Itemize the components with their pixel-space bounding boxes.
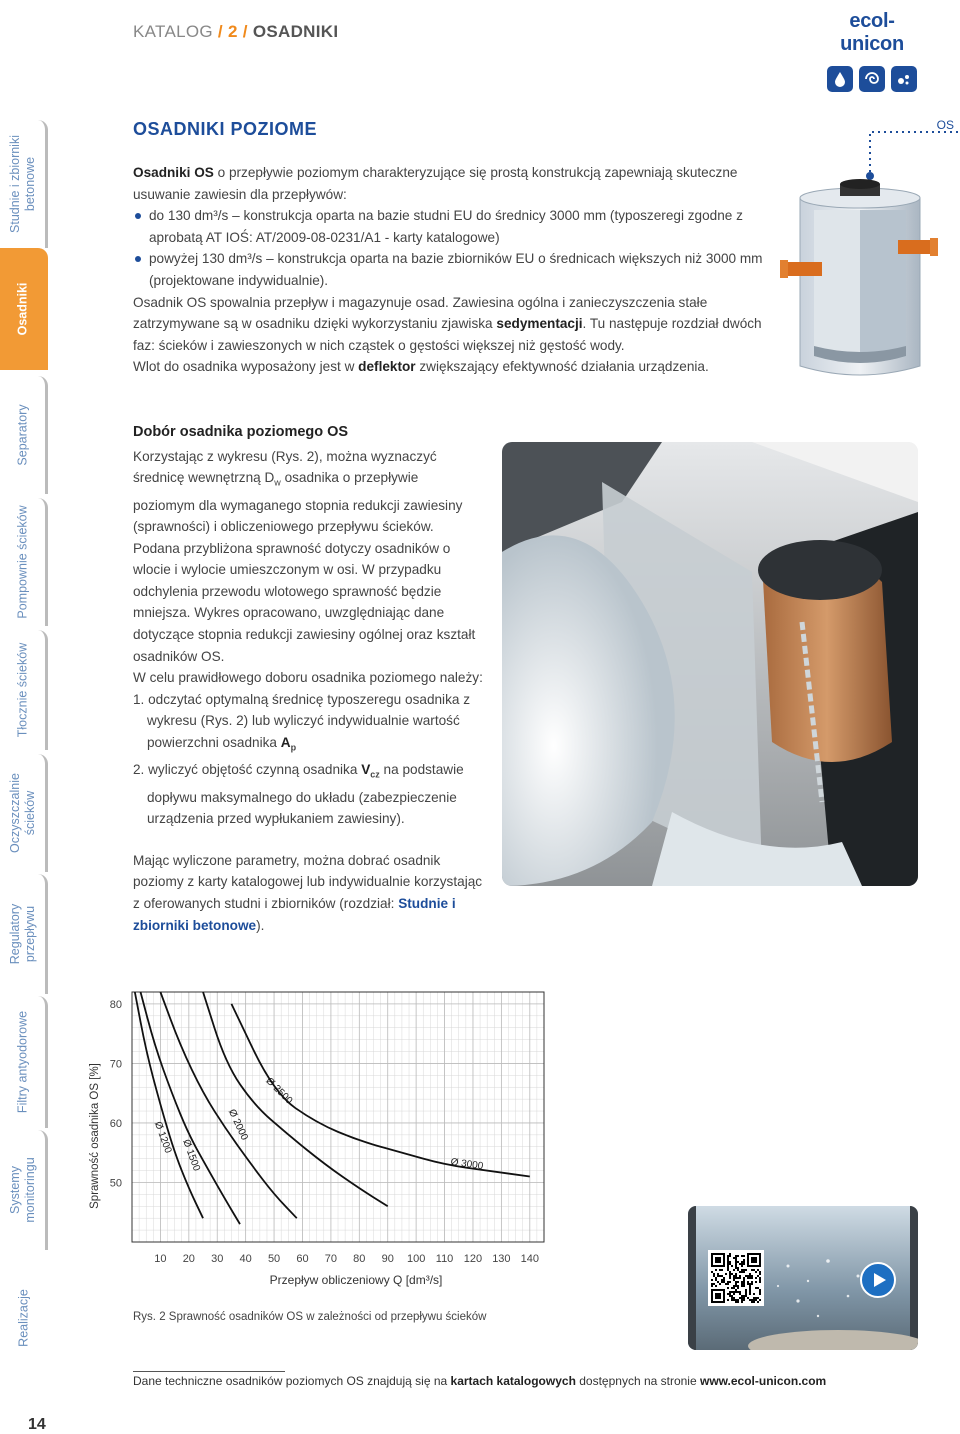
footer-note: Dane techniczne osadników poziomych OS znajdują się na kartach katalogowych dostępnych na stronie www.ecol-unicon.com	[133, 1374, 827, 1388]
y-tick-label: 70	[109, 1058, 122, 1071]
breadcrumb-separator: /	[242, 22, 248, 41]
y-tick-label: 50	[109, 1177, 122, 1190]
bullet-item: powyżej 130 dm³/s – konstrukcja oparta na bazie zbiorników EU o średnicach większych niż 3000 mm (projektowane indywidualnie).	[133, 248, 773, 291]
side-tab-oczyszczalnie[interactable]	[0, 754, 48, 872]
side-tab-label: Osadniki	[15, 282, 29, 336]
side-tab-realizacje[interactable]	[0, 1254, 48, 1382]
x-tick-label: 70	[324, 1253, 338, 1265]
page-number: 14	[28, 1416, 46, 1433]
x-tick-label: 80	[353, 1253, 366, 1265]
side-tab-label: Realizacje	[16, 1289, 31, 1347]
breadcrumb-number: 2	[227, 22, 238, 41]
intro-paragraph: Wlot do osadnika wyposażony jest w deflektor zwiększający efektywność działania urządzenia.	[133, 359, 709, 375]
series-label: Ø 1500	[180, 1138, 202, 1173]
side-tab-separatory[interactable]	[0, 376, 48, 494]
play-icon	[862, 1264, 894, 1296]
side-tab-systemy[interactable]	[0, 1130, 48, 1250]
x-tick-label: 30	[211, 1253, 224, 1265]
play-button[interactable]	[860, 1262, 896, 1298]
side-tab-label: Regulatory przepływu	[7, 903, 37, 965]
chart-y-label: Sprawność osadnika OS [%]	[89, 1063, 101, 1209]
section-heading: Dobór osadnika poziomego OS	[133, 424, 349, 440]
intro-paragraph: Osadnik OS spowalnia przepływ i magazynuje osad. Zawiesina ogólna i zanieczyszczenia stałe zatrzymywane są w osadniku dzięki wykorzystaniu zjawiska sedymentacji. Tu następuje rozdział dwóch faz: ścieków i zawieszonych w nich cząstek o gęstości większej niż gęstość wody.	[133, 294, 762, 353]
water-drop-icon	[827, 66, 853, 92]
selection-paragraph: Korzystając z wykresu (Rys. 2), można wyznaczyć średnicę wewnętrzną $D_w$ osadnika o przepływie poziomym dla wymaganego stopnia redukcji zawiesiny (sprawności) i obliczeniowego przepływu ścieków. Podana przybliżona sprawność dotyczy osadników o wlocie i wylocie umieszczonym w osi. W przypadku odchylenia przewodu wlotowego sprawność będzie mniejsza. Wykres opracowano, uwzględniając dane dotyczące stopnia redukcji zawiesiny ogólnej oraz kształt osadników OS.	[133, 448, 476, 664]
x-tick-label: 60	[296, 1253, 309, 1265]
series-label: Ø 3000	[449, 1156, 484, 1173]
x-tick-label: 90	[381, 1253, 394, 1265]
breadcrumb-catalog: KATALOG	[133, 22, 213, 41]
x-tick-label: 40	[239, 1253, 252, 1265]
y-tick-label: 60	[109, 1117, 122, 1130]
chapter-link[interactable]: Studnie i zbiorniki betonowe	[133, 896, 456, 933]
breadcrumb-separator: /	[217, 22, 223, 41]
side-tab-osadniki[interactable]	[0, 248, 48, 370]
qr-code[interactable]	[708, 1250, 764, 1306]
drops-icon	[891, 66, 917, 92]
side-tab-regulatory[interactable]	[0, 874, 48, 994]
x-tick-label: 140	[520, 1253, 539, 1265]
page-title: OSADNIKI POZIOME	[133, 119, 318, 139]
x-tick-label: 20	[182, 1253, 195, 1265]
side-tab-label: Filtry antyodorowe	[15, 1010, 29, 1114]
series-line	[135, 992, 203, 1218]
side-tab-label: Studnie i zbiorniki betonowe	[7, 135, 37, 233]
video-thumbnail[interactable]	[688, 1206, 918, 1350]
x-tick-label: 100	[406, 1253, 426, 1265]
footer-divider	[133, 1371, 285, 1372]
series-line	[160, 992, 296, 1218]
selection-paragraph: W celu prawidłowego doboru osadnika poziomego należy:	[133, 670, 483, 686]
chart-ticks	[110, 999, 539, 1265]
x-tick-label: 130	[492, 1253, 511, 1265]
intro-paragraph: Osadniki OS o przepływie poziomym charakteryzujące się prostą konstrukcją zapewniają skuteczne usuwanie zawiesin dla przepływów:	[133, 165, 738, 202]
chart-series	[135, 992, 530, 1224]
side-tab-label: Tłocznie ścieków	[15, 642, 29, 738]
x-tick-label: 120	[463, 1253, 483, 1265]
product-code-label: OS	[936, 118, 954, 132]
x-tick-label: 50	[267, 1253, 281, 1265]
chart-grid	[132, 992, 544, 1242]
x-tick-label: 110	[435, 1253, 454, 1265]
intro-block	[133, 162, 773, 378]
chart-x-label: Przepływ obliczeniowy Q [dm³/s]	[269, 1273, 443, 1287]
series-label: Ø 2500	[263, 1075, 295, 1107]
side-tab-label: Pompownie ścieków	[15, 505, 29, 619]
side-tab-tlocznie[interactable]	[0, 630, 48, 750]
settler-cutaway-illustration	[780, 170, 940, 386]
y-tick-label: 80	[109, 998, 122, 1011]
step-item: 2. wyliczyć objętość czynną osadnika $V_{cz}$ na podstawie dopływu maksymalnego do układu (zabezpieczenie urządzenia przed wypłukaniem zawiesiny).	[133, 762, 464, 827]
deflector-inflow-photo	[502, 442, 918, 886]
x-tick-label: 10	[154, 1253, 167, 1265]
side-tab-filtry[interactable]	[0, 996, 48, 1128]
side-tab-label: Oczyszczalnie ścieków	[7, 773, 37, 853]
breadcrumb-section: OSADNIKI	[252, 22, 339, 41]
step-item: 1. odczytać optymalną średnicę typoszeregu osadnika z wykresu (Rys. 2) lub wyliczyć indywidualnie wartość powierzchni osadnika $A_p$	[133, 691, 471, 753]
website-link[interactable]: www.ecol-unicon.com	[699, 1374, 827, 1388]
figure-caption: Rys. 2 Sprawność osadników OS w zależności od przepływu ścieków	[133, 1311, 487, 1323]
series-label: Ø 1200	[151, 1120, 174, 1155]
side-tab-pompownie[interactable]	[0, 498, 48, 626]
swirl-icon	[859, 66, 885, 92]
side-tab-studnie[interactable]	[0, 120, 48, 248]
breadcrumb	[133, 22, 338, 42]
side-tab-label: Systemy monitoringu	[7, 1157, 37, 1223]
bullet-item: do 130 dm³/s – konstrukcja oparta na bazie studni EU do średnicy 3000 mm (typoszeregi zgodne z aprobatą AT IOŚ: AT/2009-08-0231/A1 - karty katalogowe)	[133, 205, 773, 248]
side-tab-label: Separatory	[15, 404, 29, 466]
series-label: Ø 2000	[225, 1107, 250, 1143]
efficiency-chart	[86, 986, 556, 1296]
selection-block	[133, 422, 483, 936]
selection-paragraph: Mając wyliczone parametry, można dobrać osadnik poziomy z karty katalogowej lub indywidualnie korzystając z oferowanych studni i zbiorników (rozdział: Studnie i zbiorniki betonowe).	[133, 852, 483, 933]
company-logo	[818, 10, 926, 80]
logo-text: ecol-unicon	[840, 10, 904, 55]
